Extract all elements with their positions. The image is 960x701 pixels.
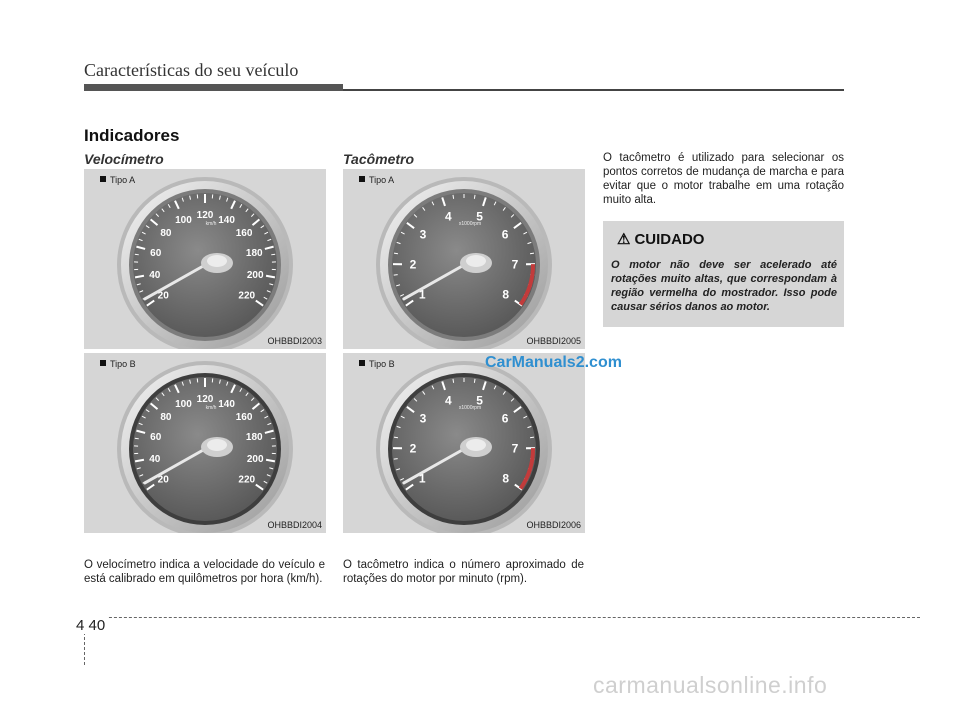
page-number: 4 40: [76, 617, 106, 634]
header-title: Características do seu veículo: [84, 60, 299, 80]
gauge-unit-label: km/h: [205, 405, 217, 411]
gauge-scale-label: 140: [218, 398, 235, 410]
speedometer-panel-a: [84, 169, 326, 349]
gauge-scale-label: 40: [149, 269, 161, 281]
gauge-scale-label: 3: [419, 227, 427, 242]
gauge-scale-label: 4: [445, 209, 452, 224]
gauge-scale-label: 5: [476, 393, 483, 408]
gauge-scale-label: 4: [445, 393, 452, 408]
tipo-label: Tipo B: [359, 359, 395, 369]
gauge-scale-label: 160: [235, 412, 253, 424]
speedometer-panel-b: [84, 353, 326, 533]
tachometer-gauge-a: [343, 169, 585, 349]
figure-code: OHBBDI2005: [526, 336, 581, 346]
gauge-unit-label: km/h: [205, 221, 217, 227]
gauge-scale-label: 160: [235, 228, 253, 240]
figure-code: OHBBDI2003: [267, 336, 322, 346]
gauge-scale-label: 120: [196, 210, 214, 221]
speedometer-title: Velocímetro: [84, 151, 164, 167]
tipo-label: Tipo B: [100, 359, 136, 369]
footer-rule: [84, 617, 920, 618]
gauge-scale-label: 2: [409, 257, 417, 272]
warning-icon: ⚠: [617, 231, 631, 248]
gauge-scale-label: 220: [238, 290, 256, 302]
gauge-scale-label: 1: [418, 471, 426, 486]
gauge-scale-label: 20: [157, 474, 169, 486]
speedometer-gauge-a: [84, 169, 326, 349]
figure-code: OHBBDI2006: [526, 520, 581, 530]
tipo-label: Tipo A: [100, 175, 135, 185]
caution-box: [603, 221, 844, 327]
gauge-unit-label: x1000rpm: [458, 221, 482, 227]
gauge-scale-label: 220: [238, 474, 256, 486]
gauge-scale-label: 80: [160, 412, 172, 424]
gauge-scale-label: 80: [160, 228, 172, 240]
gauge-scale-label: 140: [218, 214, 235, 226]
gauge-scale-label: 60: [150, 247, 162, 259]
gauge-scale-label: 6: [501, 227, 509, 242]
gauge-scale-label: 120: [196, 394, 214, 405]
tachometer-description: O tacômetro indica o número aproximado de rotações do motor por minuto (rpm).: [343, 559, 584, 585]
figure-code: OHBBDI2004: [267, 520, 322, 530]
speedometer-description: O velocímetro indica a velocidade do veículo e está calibrado em quilômetros por hora (km/h).: [84, 559, 325, 585]
gauge-scale-label: 40: [149, 453, 161, 465]
gauge-scale-label: 3: [419, 411, 427, 426]
gauge-scale-label: 100: [175, 214, 192, 226]
gauge-scale-label: 200: [246, 269, 264, 281]
tipo-label: Tipo A: [359, 175, 394, 185]
speedometer-gauge-b: [84, 353, 326, 533]
tachometer-panel-a: [343, 169, 585, 349]
gauge-scale-label: 8: [502, 471, 510, 486]
tachometer-usage-text: O tacômetro é utilizado para selecionar os pontos corretos de mudança de marcha e para evitar que o motor trabalhe em uma rotação muito alta.: [603, 152, 844, 206]
gauge-scale-label: 100: [175, 398, 192, 410]
gauge-scale-label: 2: [409, 441, 417, 456]
gauge-scale-label: 180: [245, 247, 263, 259]
gauge-scale-label: 6: [501, 411, 509, 426]
gauge-scale-label: 20: [157, 290, 169, 302]
gauge-scale-label: 8: [502, 287, 510, 302]
gauge-unit-label: x1000rpm: [458, 405, 482, 411]
tachometer-panel-b: [343, 353, 585, 533]
gauge-scale-label: 7: [511, 257, 519, 272]
caution-text: O motor não deve ser acelerado até rotações muito altas, que correspondam à região vermelha do mostrador. Isso pode causar sérios danos ao motor.: [611, 259, 837, 313]
footer-site-mark: carmanualsonline.info: [593, 672, 828, 698]
gauge-scale-label: 7: [511, 441, 519, 456]
gauge-scale-label: 200: [246, 453, 264, 465]
gauge-scale-label: 60: [150, 431, 162, 443]
header-rule-accent: [84, 84, 343, 91]
tachometer-gauge-b: [343, 353, 585, 533]
gauge-scale-label: 180: [245, 431, 263, 443]
caution-heading: ⚠ CUIDADO: [617, 231, 705, 248]
section-title: Indicadores: [84, 126, 180, 145]
gauge-scale-label: 5: [476, 209, 483, 224]
gauge-scale-label: 1: [418, 287, 426, 302]
tachometer-title: Tacômetro: [343, 151, 415, 167]
watermark: CarManuals2.com: [485, 354, 622, 371]
